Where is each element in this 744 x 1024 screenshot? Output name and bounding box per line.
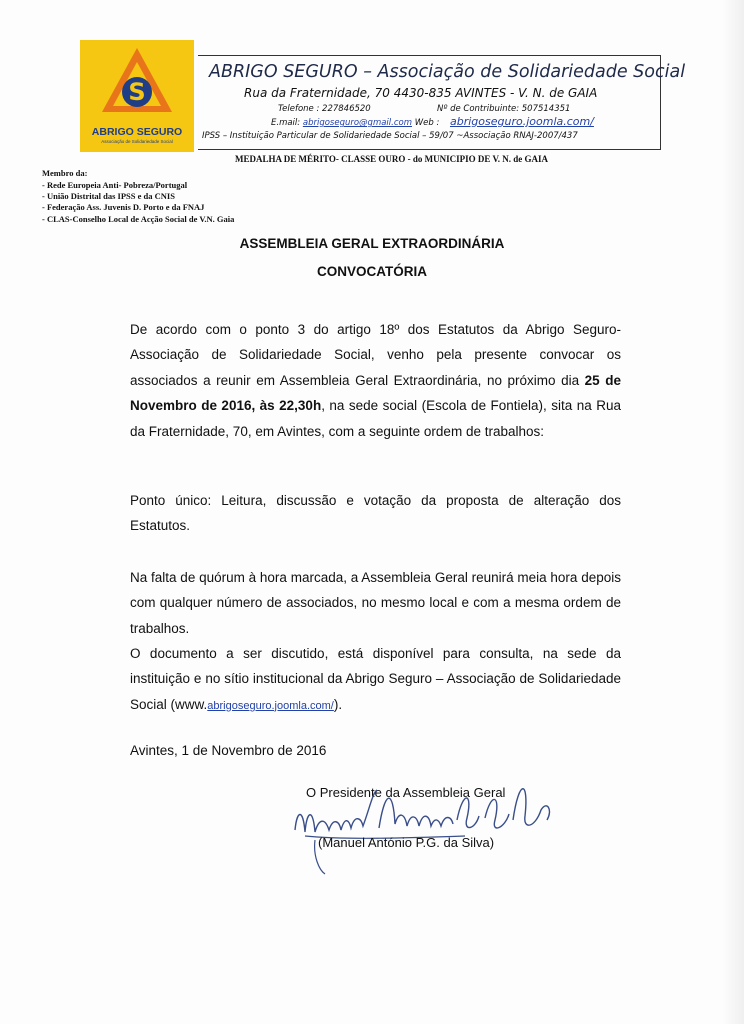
logo-subtitle: Associação de Solidariedade Social	[101, 139, 173, 144]
place-and-date: Avintes, 1 de Novembro de 2016	[130, 743, 327, 758]
paragraph-convocation	[130, 317, 621, 444]
website-link-inline[interactable]: abrigoseguro.joomla.com/	[207, 699, 334, 712]
membership-item: - Rede Europeia Anti- Pobreza/Portugal	[42, 180, 188, 190]
paragraph-quorum: Na falta de quórum à hora marcada, a Assembleia Geral reunirá meia hora depois com qualquer número de associados, no mesmo local e com a mesma ordem de trabalhos.	[130, 570, 621, 636]
organization-address: Rua da Fraternidade, 70 4430-835 AVINTES - V. N. de GAIA	[244, 86, 598, 100]
email-link[interactable]: abrigoseguro@gmail.com	[302, 118, 413, 128]
paragraph-text: , na sede social (Escola de Fontiela), sita na Rua da Fraternidade, 70, em Avintes, com a seguinte ordem de trabalhos:	[130, 398, 621, 439]
medal-of-merit: MEDALHA DE MÉRITO- CLASSE OURO - do MUNICIPIO DE V. N. de GAIA	[235, 154, 549, 164]
membership-item: - União Distrital das IPSS e da CNIS	[42, 191, 175, 202]
organization-logo	[80, 40, 194, 152]
paragraph-document-availability	[130, 641, 621, 719]
logo-triangle-emblem	[80, 40, 194, 130]
handwritten-signature	[285, 770, 585, 880]
paragraph-text: De acordo com o ponto 3 do artigo 18º dos Estatutos da Abrigo Seguro-Associação de Solidariedade Social, venho pela presente convocar os associados a reunir em Assembleia Geral Extraordinária, no próximo dia	[130, 322, 621, 388]
website-link[interactable]: abrigoseguro.joomla.com/	[450, 115, 594, 128]
signer-name: (Manuel António P.G. da Silva)	[318, 835, 495, 850]
membership-item: - Federação Ass. Juvenis D. Porto e da FNAJ	[42, 202, 205, 213]
scan-shadow	[722, 0, 744, 1024]
phone-number: Telefone : 227846520	[278, 104, 371, 114]
web-label: Web :	[414, 118, 440, 128]
paragraph-agenda: Ponto único: Leitura, discussão e votação da proposta de alteração dos Estatutos.	[130, 493, 621, 534]
organization-title: ABRIGO SEGURO – Associação de Solidariedade Social	[209, 62, 686, 82]
paragraph-text: O documento a ser discutido, está disponível para consulta, na sede da instituição e no sítio institucional da Abrigo Seguro – Associação de Solidariedade Social (www.	[130, 646, 621, 712]
document-subtitle: CONVOCATÓRIA	[317, 264, 427, 279]
signer-role: O Presidente da Assembleia Geral	[306, 785, 506, 800]
meeting-date-time: 25 de Novembro de 2016, às 22,30h	[130, 372, 621, 414]
membership-list	[42, 180, 234, 225]
email-label: E.mail:	[271, 118, 301, 128]
membership-heading: Membro da:	[42, 168, 88, 178]
document-title: ASSEMBLEIA GERAL EXTRAORDINÁRIA	[239, 236, 505, 251]
membership-item: - CLAS-Conselho Local de Acção Social de V.N. Gaia	[42, 213, 235, 224]
logo-name: ABRIGO SEGURO	[91, 126, 183, 138]
paragraph-text: ).	[333, 696, 343, 712]
email-line	[271, 118, 439, 128]
ipss-registration: IPSS – Instituição Particular de Solidariedade Social – 59/07 ~Associação RNAJ-2007/437	[202, 131, 578, 141]
taxpayer-number: Nº de Contribuinte: 507514351	[437, 104, 571, 114]
svg-text:S: S	[128, 78, 146, 106]
